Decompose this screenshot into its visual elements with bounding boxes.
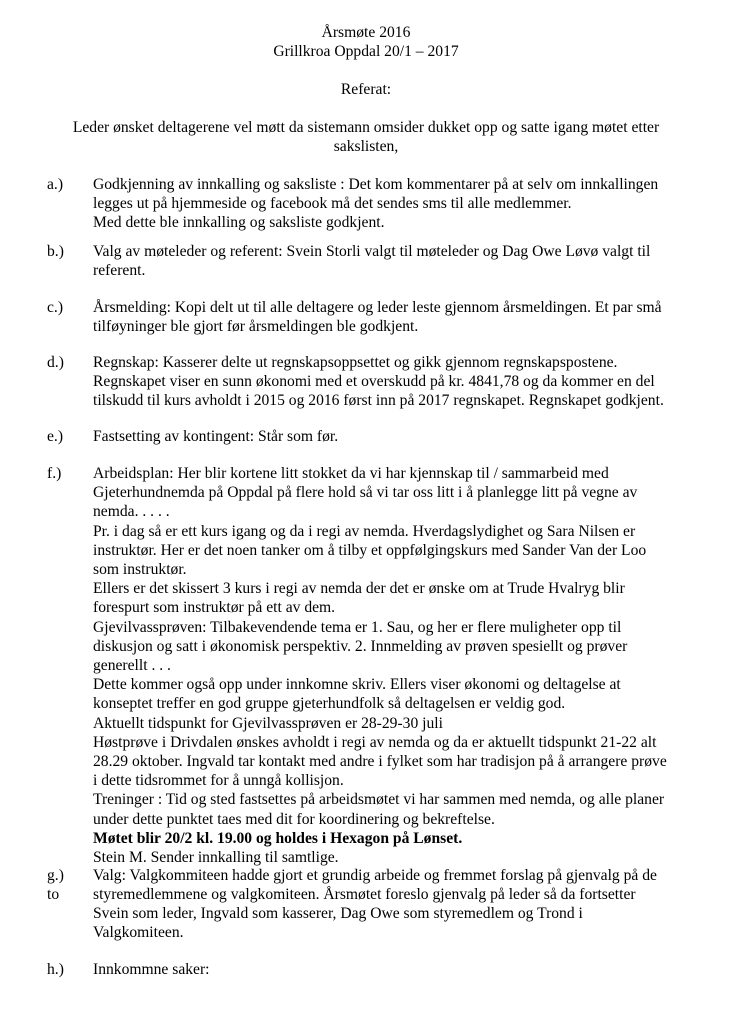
text-line: Regnskapet viser en sunn økonomi med et overskudd på kr. 4841,78 og da kommer en del [93,373,655,390]
item-text [93,298,693,336]
text-line: generellt . . . [93,657,171,675]
section-heading: Referat: [340,81,392,98]
text-line: Med dette ble innkalling og saksliste godkjent. [93,214,385,231]
item-text [93,464,693,867]
text-line: som instruktør. [93,561,187,579]
text-line: Gjevilvassprøven: Tilbakevendende tema er 1. Sau, og her er flere muligheter opp til [93,618,622,636]
text-line: Høstprøve i Drivdalen ønskes avholdt i regi av nemda og da er aktuellt tidspunkt 21-22 alt [93,733,657,751]
item-marker-label: g.) [47,867,64,884]
text-line: tilskudd til kurs avholdt i 2015 og 2016 først inn på 2017 regnskapet. Regnskapet godkjent. [93,392,664,409]
item-text [93,427,693,446]
item-marker: h.) [47,961,64,978]
text-line: Fastsetting av kontingent: Står som før. [93,428,339,445]
item-marker: e.) [47,428,64,445]
text-line: Valg av møteleder og referent: Svein Storli valgt til møteleder og Dag Owe Løvø valgt til [93,243,651,260]
text-line: styremedlemmene og valgkomiteen. Årsmøtet foreslo gjenvalg på leder så da fortsetter [93,886,636,903]
text-line: i dette tidsrommet for å unngå kollisjon. [93,772,344,790]
text-line: Arbeidsplan: Her blir kortene litt stokket da vi har kjennskap til / sammarbeid med [93,465,609,482]
item-marker: f.) [47,465,62,482]
item-marker: a.) [47,176,64,193]
item-text [93,960,693,979]
intro-line: Leder ønsket deltagerene vel møtt da sistemann omsider dukket opp og satte igang møtet etter [72,119,660,136]
text-line: Svein som leder, Ingvald som kasserer, Dag Owe som styremedlem og Trond i [93,905,583,922]
intro-line: sakslisten, [333,138,399,155]
text-line: tilføyninger ble gjort før årsmeldingen ble godkjent. [93,318,419,335]
text-line: Regnskap: Kasserer delte ut regnskapsoppsettet og gikk gjennom regnskapspostene. [93,354,618,371]
item-marker [47,866,64,904]
text-line: konseptet treffer en god gruppe gjeterhundfolk så deltagelsen er veldig god. [93,695,566,713]
text-line: diskusjon og satt i økonomisk perspektiv. 2. Innmelding av prøven spesiellt og prøver [93,637,628,655]
item-marker: b.) [47,243,64,260]
text-line: referent. [93,262,146,279]
text-line: Godkjenning av innkalling og saksliste : Det kom kommentarer på at selv om innkallingen [93,176,659,193]
item-text [93,242,693,280]
meeting-location: Grillkroa Oppdal 20/1 – 2017 [273,43,459,60]
text-line: under dette punktet taes med dit for koordinering og bekreftelse. [93,810,495,828]
item-text [93,866,693,942]
item-marker: d.) [47,354,64,371]
text-line: Valg: Valgkommiteen hadde gjort et grundig arbeide og fremmet forslag på gjenvalg på de [93,867,657,884]
text-line: Valgkomiteen. [93,924,184,941]
text-line: forespurt som instruktør på ett av dem. [93,599,336,617]
text-line: Dette kommer også opp under innkomne skriv. Ellers viser økonomi og deltagelse at [93,676,621,694]
text-line: Pr. i dag så er ett kurs igang og da i regi av nemda. Hverdagslydighet og Sara Nilsen er [93,522,636,540]
item-text [93,175,693,232]
meeting-date-notice: Møtet blir 20/2 kl. 19.00 og holdes i Hexagon på Lønset. [93,829,463,847]
text-line: instruktør. Her er det noen tanker om å tilby et oppfølgingskurs med Sander Van der Loo [93,541,647,559]
item-text [93,353,693,410]
text-line: Gjeterhundnemda på Oppdal på flere hold så vi tar oss litt i å planlegge litt på vegne av [93,484,638,502]
item-marker-sub: to [47,886,60,903]
document-title: Årsmøte 2016 [321,24,411,41]
text-line: Innkommne saker: [93,961,210,978]
text-line: 28.29 oktober. Ingvald tar kontakt med andre i fylket som har tradisjon på å arrangere prøve [93,753,667,771]
text-line: Årsmelding: Kopi delt ut til alle deltagere og leder leste gjennom årsmeldingen. Et par små [93,299,662,316]
intro-paragraph [40,118,692,156]
text-line: Treninger : Tid og sted fastsettes på arbeidsmøtet vi har sammen med nemda, og alle planer [93,791,665,809]
text-line: Ellers er det skissert 3 kurs i regi av nemda der det er ønske om at Trude Hvalryg blir [93,580,625,598]
item-marker: c.) [47,299,64,316]
text-line: nemda. . . . . [93,503,170,521]
text-line: Aktuellt tidspunkt for Gjevilvassprøven er 28-29-30 juli [93,714,443,732]
text-line: legges ut på hjemmeside og facebook må det sendes sms til alle medlemmer. [93,195,572,212]
text-line: Stein M. Sender innkalling til samtlige. [93,849,339,867]
